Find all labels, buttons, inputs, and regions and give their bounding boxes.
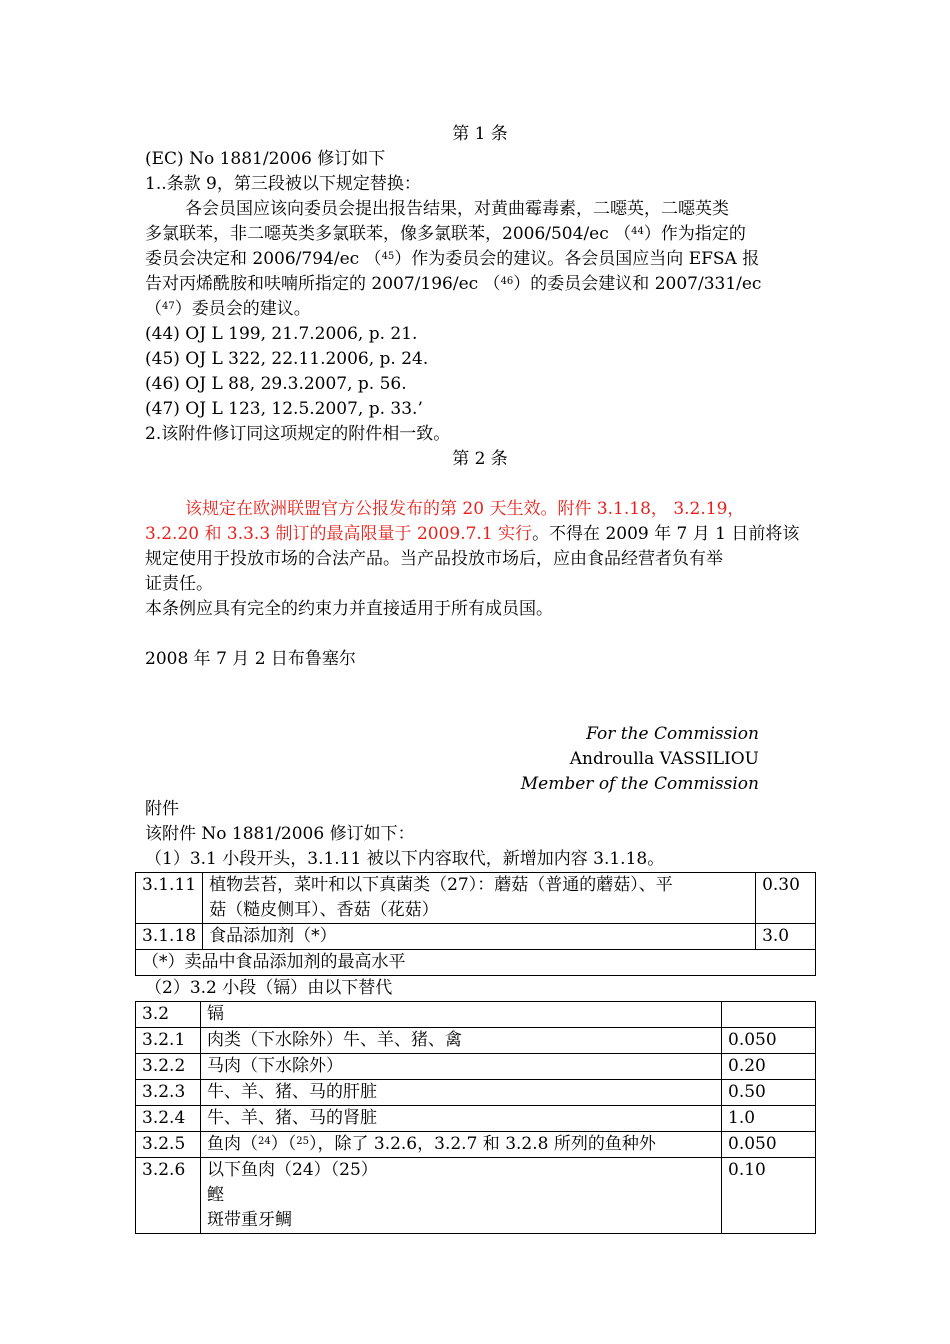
annex-table-1 (135, 872, 816, 976)
reference-45: (45) OJ L 322, 22.11.2006, p. 24. (145, 349, 429, 369)
table-cell-value: 0.20 (722, 1054, 816, 1080)
table-row (136, 1132, 816, 1158)
table-cell-code: 3.1.18 (136, 924, 203, 950)
table-cell-code: 3.2 (136, 1002, 201, 1028)
table-cell-desc: 牛、羊、猪、马的肾脏 (201, 1106, 722, 1132)
article2-line5: 本条例应具有完全的约束力并直接适用于所有成员国。 (145, 599, 553, 619)
annex-title: 附件 (145, 799, 179, 819)
date-place: 2008 年 7 月 2 日布鲁塞尔 (145, 649, 356, 669)
annex-table-2 (135, 1001, 816, 1234)
table-cell-value: 0.50 (722, 1080, 816, 1106)
footnote-ref-44: 44 (631, 226, 644, 237)
table-cell-desc: 食品添加剂（*） (203, 924, 756, 950)
annex-intro: 该附件 No 1881/2006 修订如下： (145, 824, 415, 844)
article1-item1: 1..条款 9，第三段被以下规定替换： (145, 174, 421, 194)
annex-item2: （2）3.2 小段（镉）由以下替代 (145, 978, 393, 998)
footnote-ref-46: 46 (500, 276, 514, 287)
table-cell-code: 3.2.6 (136, 1158, 201, 1234)
table-row (136, 924, 816, 950)
table-cell-code: 3.2.5 (136, 1132, 201, 1158)
table-cell-desc: 马肉（下水除外） (201, 1054, 722, 1080)
table-row (136, 1028, 816, 1054)
article1-intro: (EC) No 1881/2006 修订如下 (145, 149, 386, 169)
reference-47: (47) OJ L 123, 12.5.2007, p. 33.’ (145, 399, 423, 419)
article2-heading: 第 2 条 (452, 449, 508, 469)
table-cell-desc: 植物芸苔，菜叶和以下真菌类（27）：蘑菇（普通的蘑菇）、平 菇（糙皮侧耳）、香菇（花菇） (203, 873, 756, 924)
table-row (136, 1080, 816, 1106)
table-cell-value: 0.10 (722, 1158, 816, 1234)
table-cell-value (722, 1002, 816, 1028)
table-cell-code: 3.1.11 (136, 873, 203, 924)
signature-for: For the Commission (586, 724, 759, 744)
article2-red-line2: 3.2.20 和 3.3.3 制订的最高限量于 2009.7.1 实行 (145, 524, 533, 544)
table-cell-value: 1.0 (722, 1106, 816, 1132)
article2-line4: 证责任。 (145, 574, 213, 594)
table-row (136, 1054, 816, 1080)
reference-44: (44) OJ L 199, 21.7.2006, p. 21. (145, 324, 418, 344)
table-row (136, 1002, 816, 1028)
table-cell-desc: 鱼肉（$^{24}$）（$^{25}$），除了 3.2.6，3.2.7 和 3.2.8 所列的鱼种外 (201, 1132, 722, 1158)
article2-line2-rest: 。不得在 2009 年 7 月 1 日前将该 (532, 524, 800, 544)
table-cell-desc: 牛、羊、猪、马的肝脏 (201, 1080, 722, 1106)
table-cell-value: 0.30 (756, 873, 816, 924)
article1-paragraph: 各会员国应该向委员会提出报告结果，对黄曲霉毒素，二噁英，二噁英类 多氯联苯，非二噁英类多氯联苯，像多氯联苯，2006/504/ec （$^{44}$）作为指定的 委员会决定和 2006/794/ec （$^{45}$）作为委员会的建议。各会员国应当向 EFSA 报 告对丙烯酰胺和呋喃所指定的 2007/196/ec （$^{46}$）的委员会建议和 2007/331/ec （$^{47}$）委员会的建议。 (145, 199, 762, 319)
table-row (136, 1106, 816, 1132)
table-row (136, 950, 816, 976)
signature-name: Androulla VASSILIOU (569, 749, 759, 769)
table-footnote: （*）卖品中食品添加剂的最高水平 (136, 950, 816, 976)
article1-heading: 第 1 条 (452, 124, 508, 144)
table-cell-code: 3.2.3 (136, 1080, 201, 1106)
table-cell-value: 0.050 (722, 1028, 816, 1054)
annex-item1: （1）3.1 小段开头，3.1.11 被以下内容取代，新增加内容 3.1.18。 (145, 849, 665, 869)
article1-item2: 2.该附件修订同这项规定的附件相一致。 (145, 424, 451, 444)
table-cell-value: 0.050 (722, 1132, 816, 1158)
table-cell-code: 3.2.2 (136, 1054, 201, 1080)
document-page (142, 122, 815, 1234)
table-cell-desc: 以下鱼肉（24）（25） 鲣 斑带重牙鲷 (201, 1158, 722, 1234)
table-cell-code: 3.2.1 (136, 1028, 201, 1054)
footnote-ref-47: 47 (162, 301, 175, 312)
table-cell-desc: 镉 (201, 1002, 722, 1028)
article2-line3: 规定使用于投放市场的合法产品。当产品投放市场后，应由食品经营者负有举 (145, 549, 723, 569)
table-cell-desc: 肉类（下水除外）牛、羊、猪、禽 (201, 1028, 722, 1054)
footnote-ref-45: 45 (381, 251, 395, 262)
article2-red-line1: 该规定在欧洲联盟官方公报发布的第 20 天生效。附件 3.1.18， 3.2.19， (185, 499, 745, 519)
table-cell-code: 3.2.4 (136, 1106, 201, 1132)
table-cell-value: 3.0 (756, 924, 816, 950)
table-row (136, 873, 816, 924)
table-row (136, 1158, 816, 1234)
reference-46: (46) OJ L 88, 29.3.2007, p. 56. (145, 374, 407, 394)
signature-block (145, 722, 815, 797)
signature-role: Member of the Commission (520, 774, 759, 794)
